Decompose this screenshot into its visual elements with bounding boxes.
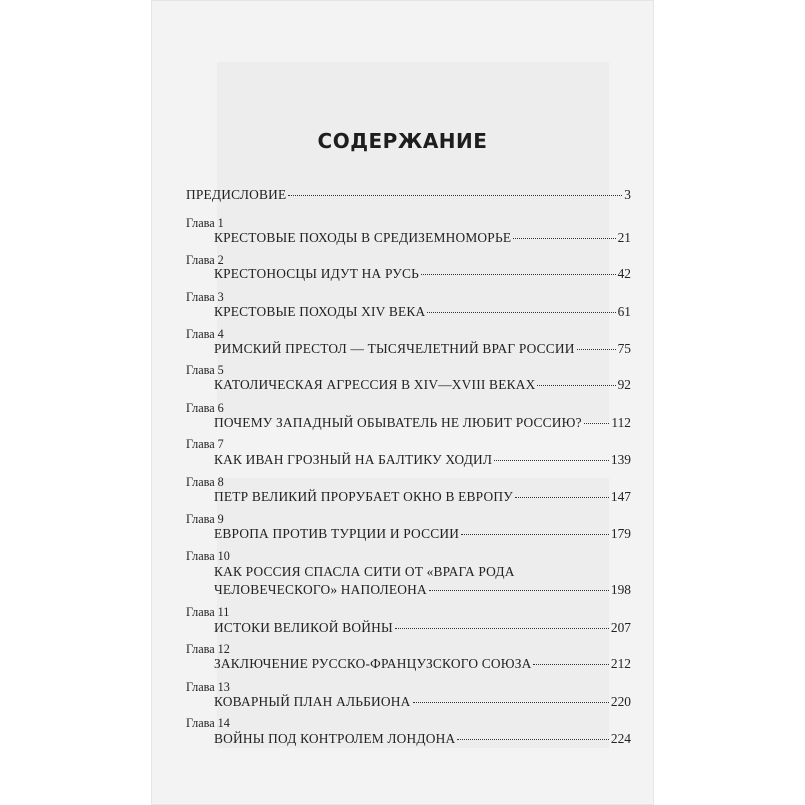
toc-entry xyxy=(214,452,631,468)
dot-leader xyxy=(577,349,616,350)
toc-entry xyxy=(214,230,631,246)
dot-leader xyxy=(288,195,622,196)
toc-entry-preface xyxy=(186,187,631,203)
entry-page: 212 xyxy=(610,656,631,671)
entry-title: КРЕСТОВЫЕ ПОХОДЫ В СРЕДИЗЕМНОМОРЬЕ xyxy=(214,230,512,245)
entry-title: ПОЧЕМУ ЗАПАДНЫЙ ОБЫВАТЕЛЬ НЕ ЛЮБИТ РОССИЮ? xyxy=(214,415,582,430)
dot-leader xyxy=(421,274,616,275)
dot-leader xyxy=(494,460,609,461)
toc-entry xyxy=(214,620,631,636)
dot-leader xyxy=(457,739,609,740)
entry-title: ИСТОКИ ВЕЛИКОЙ ВОЙНЫ xyxy=(214,620,393,635)
entry-page: 207 xyxy=(610,620,631,635)
entry-page: 42 xyxy=(617,266,631,281)
toc-heading: СОДЕРЖАНИЕ xyxy=(317,129,488,153)
toc-entry xyxy=(214,341,631,357)
entry-page: 220 xyxy=(610,694,631,709)
entry-page: 92 xyxy=(617,377,631,392)
entry-title: ЗАКЛЮЧЕНИЕ РУССКО-ФРАНЦУЗСКОГО СОЮЗА xyxy=(214,656,532,671)
entry-page: 61 xyxy=(617,304,631,319)
entry-title: ПРЕДИСЛОВИЕ xyxy=(186,187,287,202)
chapter-label: Глава 5 xyxy=(186,363,224,377)
entry-title: КРЕСТОНОСЦЫ ИДУТ НА РУСЬ xyxy=(214,266,419,281)
entry-title-line1: КАК РОССИЯ СПАСЛА СИТИ ОТ «ВРАГА РОДА xyxy=(214,564,515,579)
toc-entry xyxy=(214,526,631,542)
entry-page: 198 xyxy=(610,582,631,597)
chapter-label: Глава 14 xyxy=(186,716,230,730)
entry-title: РИМСКИЙ ПРЕСТОЛ — ТЫСЯЧЕЛЕТНИЙ ВРАГ РОССИИ xyxy=(214,341,575,356)
entry-page: 179 xyxy=(610,526,631,541)
chapter-label: Глава 9 xyxy=(186,512,224,526)
dot-leader xyxy=(427,312,615,313)
entry-title: КРЕСТОВЫЕ ПОХОДЫ XIV ВЕКА xyxy=(214,304,426,319)
dot-leader xyxy=(537,385,615,386)
entry-page: 224 xyxy=(610,731,631,746)
book-page xyxy=(151,0,654,805)
dot-leader xyxy=(513,238,615,239)
toc-entry xyxy=(214,377,631,393)
chapter-label: Глава 3 xyxy=(186,290,224,304)
toc-entry xyxy=(214,694,631,710)
chapter-label: Глава 13 xyxy=(186,680,230,694)
chapter-label: Глава 2 xyxy=(186,253,224,267)
chapter-label: Глава 4 xyxy=(186,327,224,341)
dot-leader xyxy=(584,423,610,424)
toc-entry xyxy=(214,656,631,672)
dot-leader xyxy=(429,590,609,591)
toc-entry xyxy=(214,304,631,320)
dot-leader xyxy=(533,664,608,665)
entry-title: ВОЙНЫ ПОД КОНТРОЛЕМ ЛОНДОНА xyxy=(214,731,456,746)
entry-title: ЕВРОПА ПРОТИВ ТУРЦИИ И РОССИИ xyxy=(214,526,460,541)
chapter-label: Глава 10 xyxy=(186,549,230,563)
entry-page: 3 xyxy=(624,187,631,202)
dot-leader xyxy=(395,628,609,629)
chapter-label: Глава 11 xyxy=(186,605,230,619)
entry-title: КОВАРНЫЙ ПЛАН АЛЬБИОНА xyxy=(214,694,411,709)
entry-page: 21 xyxy=(617,230,631,245)
chapter-label: Глава 7 xyxy=(186,437,224,451)
entry-page: 112 xyxy=(611,415,631,430)
toc-entry xyxy=(214,582,631,598)
entry-page: 139 xyxy=(610,452,631,467)
chapter-label: Глава 1 xyxy=(186,216,224,230)
entry-title: ЧЕЛОВЕЧЕСКОГО» НАПОЛЕОНА xyxy=(214,582,427,597)
entry-title: КАК ИВАН ГРОЗНЫЙ НА БАЛТИКУ ХОДИЛ xyxy=(214,452,493,467)
chapter-label: Глава 8 xyxy=(186,475,224,489)
dot-leader xyxy=(515,497,609,498)
entry-page: 147 xyxy=(610,489,631,504)
toc-entry xyxy=(214,489,631,505)
toc-entry xyxy=(214,731,631,747)
dot-leader xyxy=(461,534,609,535)
entry-page: 75 xyxy=(617,341,631,356)
entry-title: ПЕТР ВЕЛИКИЙ ПРОРУБАЕТ ОКНО В ЕВРОПУ xyxy=(214,489,513,504)
toc-entry xyxy=(214,415,631,431)
chapter-label: Глава 12 xyxy=(186,642,230,656)
dot-leader xyxy=(413,702,609,703)
toc-entry xyxy=(214,266,631,282)
entry-title: КАТОЛИЧЕСКАЯ АГРЕССИЯ В XIV—XVIII ВЕКАХ xyxy=(214,377,536,392)
chapter-label: Глава 6 xyxy=(186,401,224,415)
